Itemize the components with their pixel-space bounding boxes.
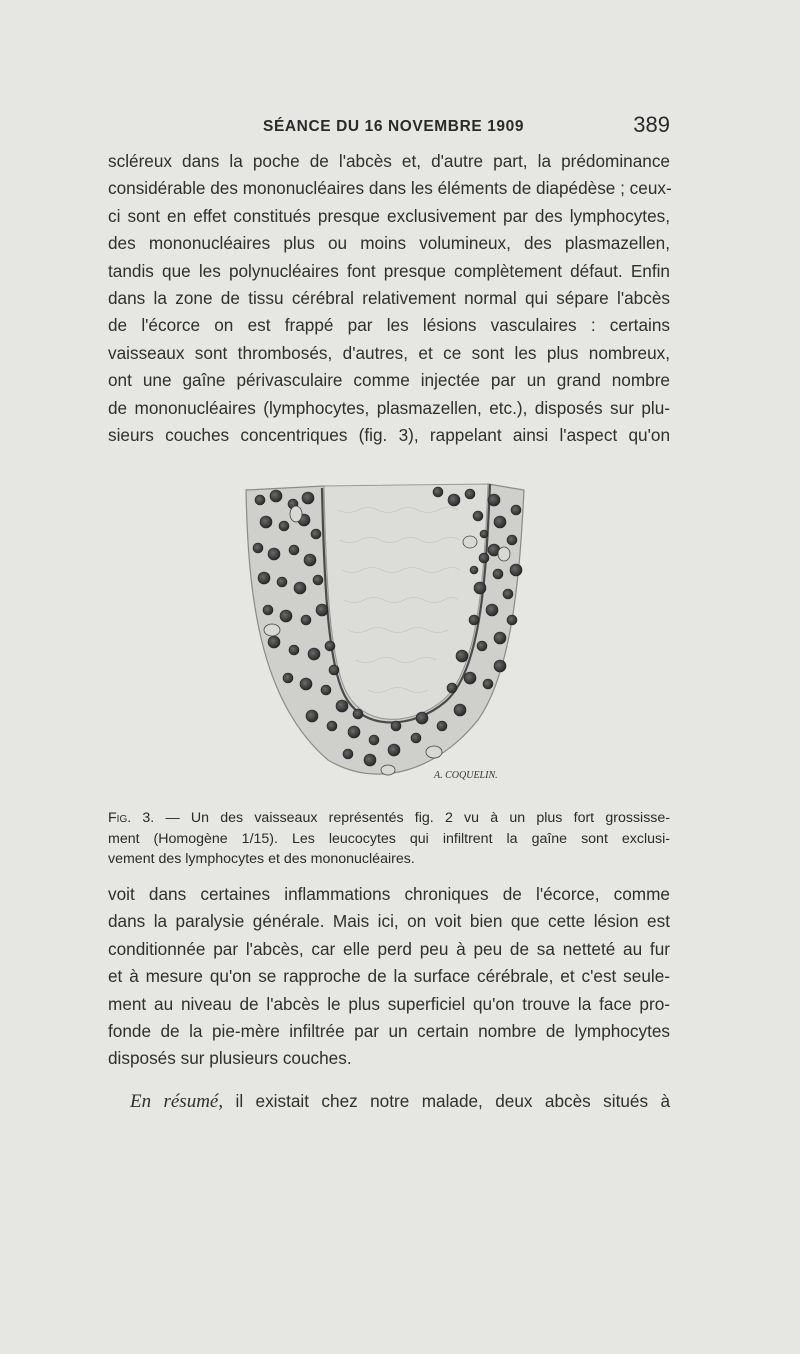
text-line: voit dans certaines inflammations chroniques de l'écorce, comme xyxy=(108,884,670,904)
text-line: fonde de la pie-mère infiltrée par un certain nombre de lymphocytes xyxy=(108,1020,670,1041)
text-line: considérable des mononucléaires dans les éléments de diapédèse ; ceux- xyxy=(108,178,672,199)
caption-text: — Un des vaisseaux représentés fig. 2 vu à un plus fort grossisse- xyxy=(165,810,670,826)
page-number: 389 xyxy=(633,112,670,137)
caption-line: vement des lymphocytes et des mononucléaires. xyxy=(108,851,415,867)
text-line: de mononucléaires (lymphocytes, plasmazellen, etc.), disposés sur plu- xyxy=(108,397,670,418)
figure-3-illustration xyxy=(238,470,538,790)
vessel-drawing xyxy=(238,470,538,790)
text-line: conditionnée par l'abcès, car elle perd peu à peu de sa netteté au fur xyxy=(108,938,670,959)
paragraph-3 xyxy=(108,1088,670,1115)
text-line: vaisseaux sont thrombosés, d'autres, et ce sont les plus nombreux, xyxy=(108,342,670,363)
running-title: SÉANCE DU 16 NOVEMBRE 1909 xyxy=(263,118,525,135)
paragraph-2 xyxy=(108,881,670,1073)
text-line: disposés sur plusieurs couches. xyxy=(108,1048,352,1069)
text-line: dans la zone de tissu cérébral relativement normal qui sépare l'abcès xyxy=(108,287,670,308)
text-line: des mononucléaires plus ou moins volumineux, des plasmazellen, xyxy=(108,233,670,254)
artist-signature: A. COQUELIN. xyxy=(434,770,498,781)
figure-caption xyxy=(108,808,670,870)
text-line: et à mesure qu'on se rapproche de la surface cérébrale, et c'est seule- xyxy=(108,966,670,987)
text-line: ci sont en effet constitués presque exclusivement par des lymphocytes, xyxy=(108,205,670,226)
caption-line: ment (Homogène 1/15). Les leucocytes qui infiltrent la gaîne sont exclusi- xyxy=(108,830,670,847)
italic-lead: En résumé, xyxy=(130,1091,224,1112)
text-line: dans la paralysie générale. Mais ici, on voit bien que cette lésion est xyxy=(108,911,670,932)
caption-line xyxy=(108,808,670,829)
text-line: ont une gaîne périvasculaire comme injectée par un grand nombre xyxy=(108,370,670,391)
paragraph-1 xyxy=(108,148,670,449)
text-line xyxy=(130,1088,670,1115)
text-line: scléreux dans la poche de l'abcès et, d'autre part, la prédominance xyxy=(108,151,670,171)
caption-label: Fig. 3. xyxy=(108,810,155,826)
text-line: ment au niveau de l'abcès le plus superficiel qu'on trouve la face pro- xyxy=(108,993,670,1014)
page-header xyxy=(108,112,670,146)
paragraph-3-text: il existait chez notre malade, deux abcès situés à xyxy=(223,1091,671,1111)
text-line: tandis que les polynucléaires font presque complètement défaut. Enfin xyxy=(108,260,670,281)
text-line: sieurs couches concentriques (fig. 3), rappelant ainsi l'aspect qu'on xyxy=(108,424,670,445)
text-line: de l'écorce on est frappé par les lésions vasculaires : certains xyxy=(108,315,670,336)
